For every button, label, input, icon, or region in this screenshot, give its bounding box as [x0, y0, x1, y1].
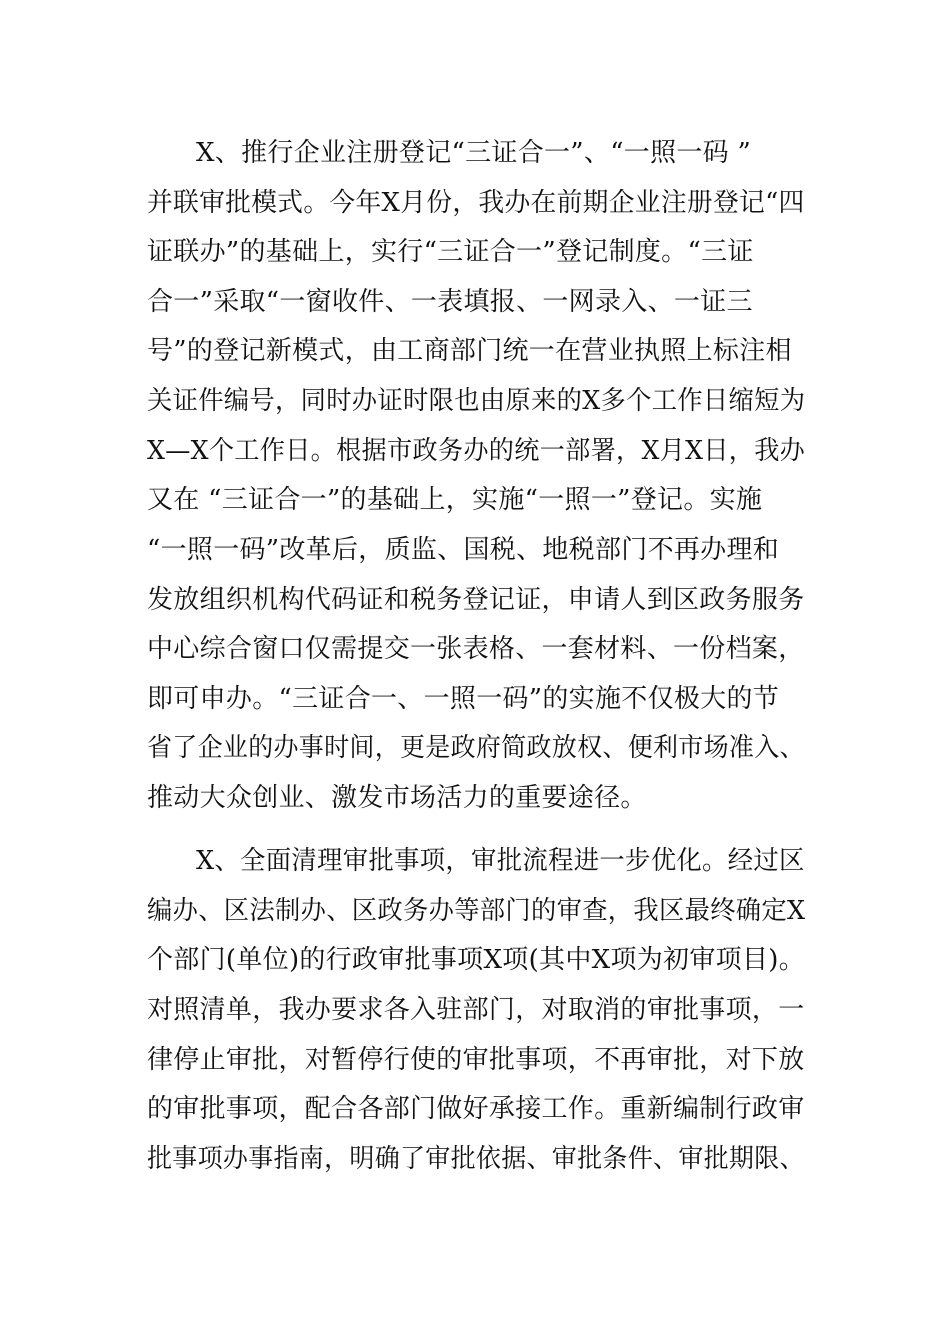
- text-line: 律停止审批，对暂停行使的审批事项，不再审批，对下放: [147, 1045, 805, 1075]
- text-line: 又在 “三证合一”的基础上，实施“一照一”登记。实施: [147, 485, 763, 515]
- text-line: “一照一码”改革后，质监、国税、地税部门不再办理和: [147, 535, 780, 565]
- text-line: 关证件编号，同时办证时限也由原来的X多个工作日缩短为: [147, 386, 806, 416]
- text-line: 的审批事项，配合各部门做好承接工作。重新编制行政审: [147, 1094, 805, 1124]
- text-line: 批事项办事指南，明确了审批依据、审批条件、审批期限、: [147, 1144, 805, 1174]
- text-line: 个部门(单位)的行政审批事项X项(其中X项为初审项目)。: [147, 945, 805, 975]
- text-line: X—X个工作日。根据市政务办的统一部署，X月X日，我办: [147, 436, 806, 466]
- text-line: 号”的登记新模式，由工商部门统一在营业执照上标注相: [147, 336, 792, 366]
- text-line: 合一”采取“一窗收件、一表填报、一网录入、一证三: [147, 287, 753, 317]
- text-line: X、推行企业注册登记“三证合一”、“一照一码 ”: [196, 138, 752, 168]
- text-line: 即可申办。“三证合一、一照一码”的实施不仅极大的节: [147, 684, 780, 714]
- text-line: 发放组织机构代码证和税务登记证，申请人到区政务服务: [147, 585, 805, 615]
- text-line: 证联办”的基础上，实行“三证合一”登记制度。“三证: [147, 237, 754, 267]
- text-line: 推动大众创业、激发市场活力的重要途径。: [147, 783, 647, 813]
- text-line: 并联审批模式。今年X月份，我办在前期企业注册登记“四: [147, 188, 805, 218]
- text-line: 中心综合窗口仅需提交一张表格、一套材料、一份档案，: [147, 634, 805, 664]
- text-line: X、全面清理审批事项，审批流程进一步优化。经过区: [196, 846, 805, 876]
- text-line: 对照清单，我办要求各入驻部门，对取消的审批事项，一: [147, 995, 805, 1025]
- text-line: 编办、区法制办、区政务办等部门的审查，我区最终确定X: [147, 896, 806, 926]
- text-line: 省了企业的办事时间，更是政府简政放权、便利市场准入、: [147, 733, 805, 763]
